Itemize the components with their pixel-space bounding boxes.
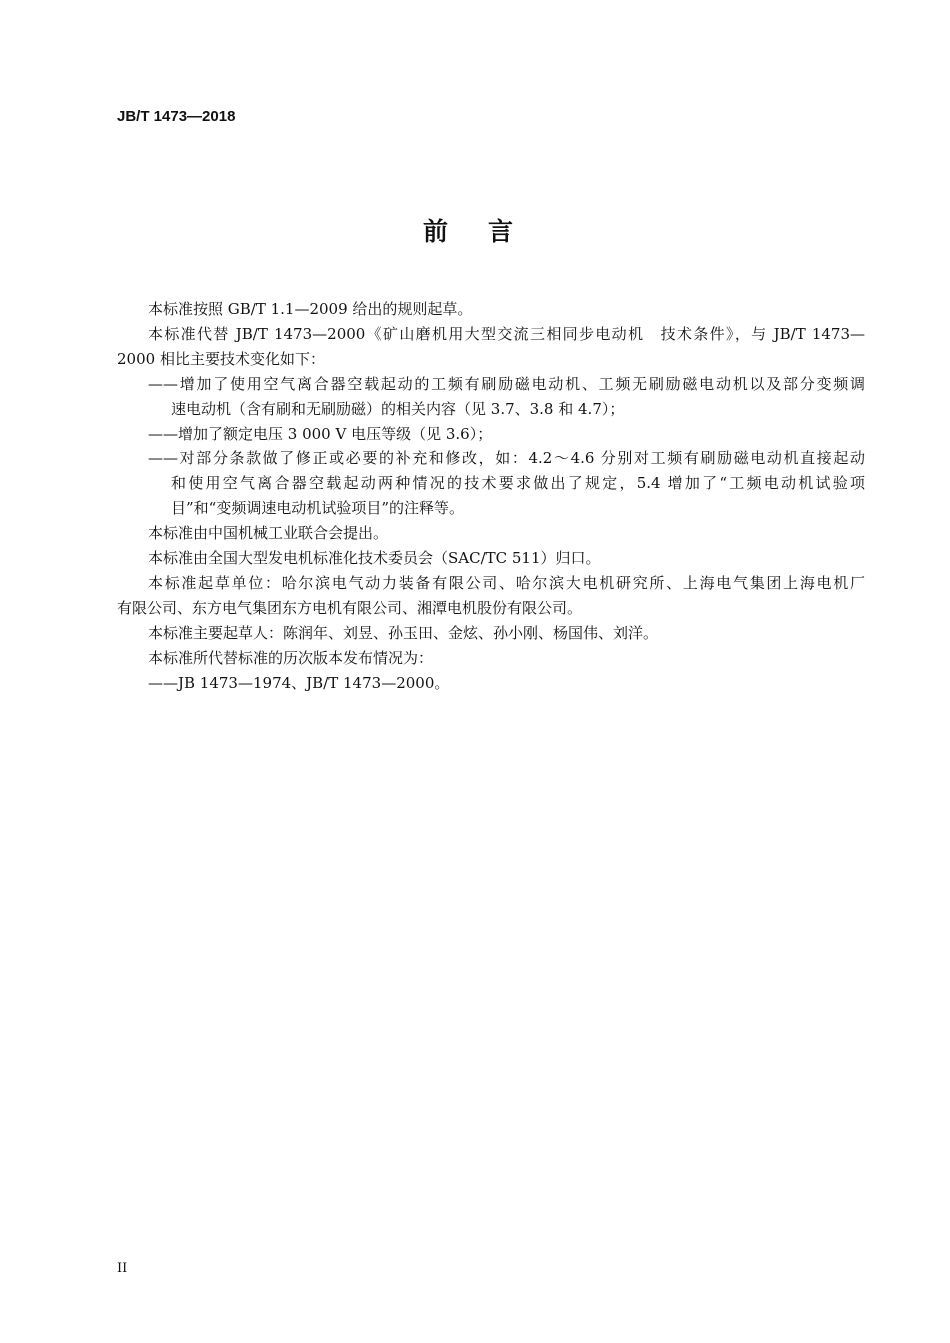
page-title: 前言 — [422, 217, 553, 246]
text-line: 本标准代替 JB/T 1473—2000《矿山磨机用大型交流三相同步电动机 技术条件》，与 JB/T 1473— — [148, 324, 865, 343]
text-line: 本标准由全国大型发电机标准化技术委员会（SAC/TC 511）归口。 — [148, 549, 601, 568]
paragraph-replaces — [117, 322, 865, 372]
text-line: 和使用空气离合器空载起动两种情况的技术要求做出了规定，5.4 增加了“工频电动机试验项 — [171, 474, 865, 493]
document-id: JB/T 1473—2018 — [117, 108, 236, 125]
paragraph-drafters — [117, 621, 865, 646]
text-line: 本标准主要起草人：陈润年、刘昱、孙玉田、金炫、孙小刚、杨国伟、刘洋。 — [148, 623, 659, 642]
text-line: 本标准由中国机械工业联合会提出。 — [148, 524, 389, 543]
text-line: 有限公司、东方电气集团东方电机有限公司、湘潭电机股份有限公司。 — [117, 598, 583, 617]
text-line: 速电动机（含有刷和无刷励磁）的相关内容（见 3.7、3.8 和 4.7）； — [171, 399, 625, 418]
list-item-change-2 — [117, 422, 865, 447]
list-item-change-1 — [117, 372, 865, 422]
paragraph-centralized-by — [117, 546, 865, 571]
list-item-change-3 — [117, 446, 865, 521]
paragraph-drafting-rules — [117, 297, 865, 322]
text-line: 本标准所代替标准的历次版本发布情况为： — [148, 648, 434, 667]
list-item-previous-editions — [117, 671, 865, 696]
text-line: ——增加了使用空气离合器空载起动的工频有刷励磁电动机、工频无刷励磁电动机以及部分变频调 — [148, 374, 865, 393]
paragraph-drafting-units — [117, 571, 865, 621]
paragraph-previous-editions — [117, 646, 865, 671]
text-line: ——JB 1473—1974、JB/T 1473—2000。 — [148, 673, 450, 692]
text-line: ——增加了额定电压 3 000 V 电压等级（见 3.6）； — [148, 424, 493, 443]
page-number: II — [117, 1261, 128, 1276]
text-line: 目”和“变频调速电动机试验项目”的注释等。 — [171, 499, 465, 518]
foreword-body — [117, 297, 865, 696]
paragraph-proposed-by — [117, 521, 865, 546]
text-line: ——对部分条款做了修正或必要的补充和修改，如：4.2～4.6 分别对工频有刷励磁电动机直接起动 — [148, 449, 865, 468]
text-line: 本标准起草单位：哈尔滨电气动力装备有限公司、哈尔滨大电机研究所、上海电气集团上海电机厂 — [148, 573, 865, 592]
text-line: 本标准按照 GB/T 1.1—2009 给出的规则起草。 — [148, 300, 473, 318]
text-line: 2000 相比主要技术变化如下： — [117, 349, 325, 368]
